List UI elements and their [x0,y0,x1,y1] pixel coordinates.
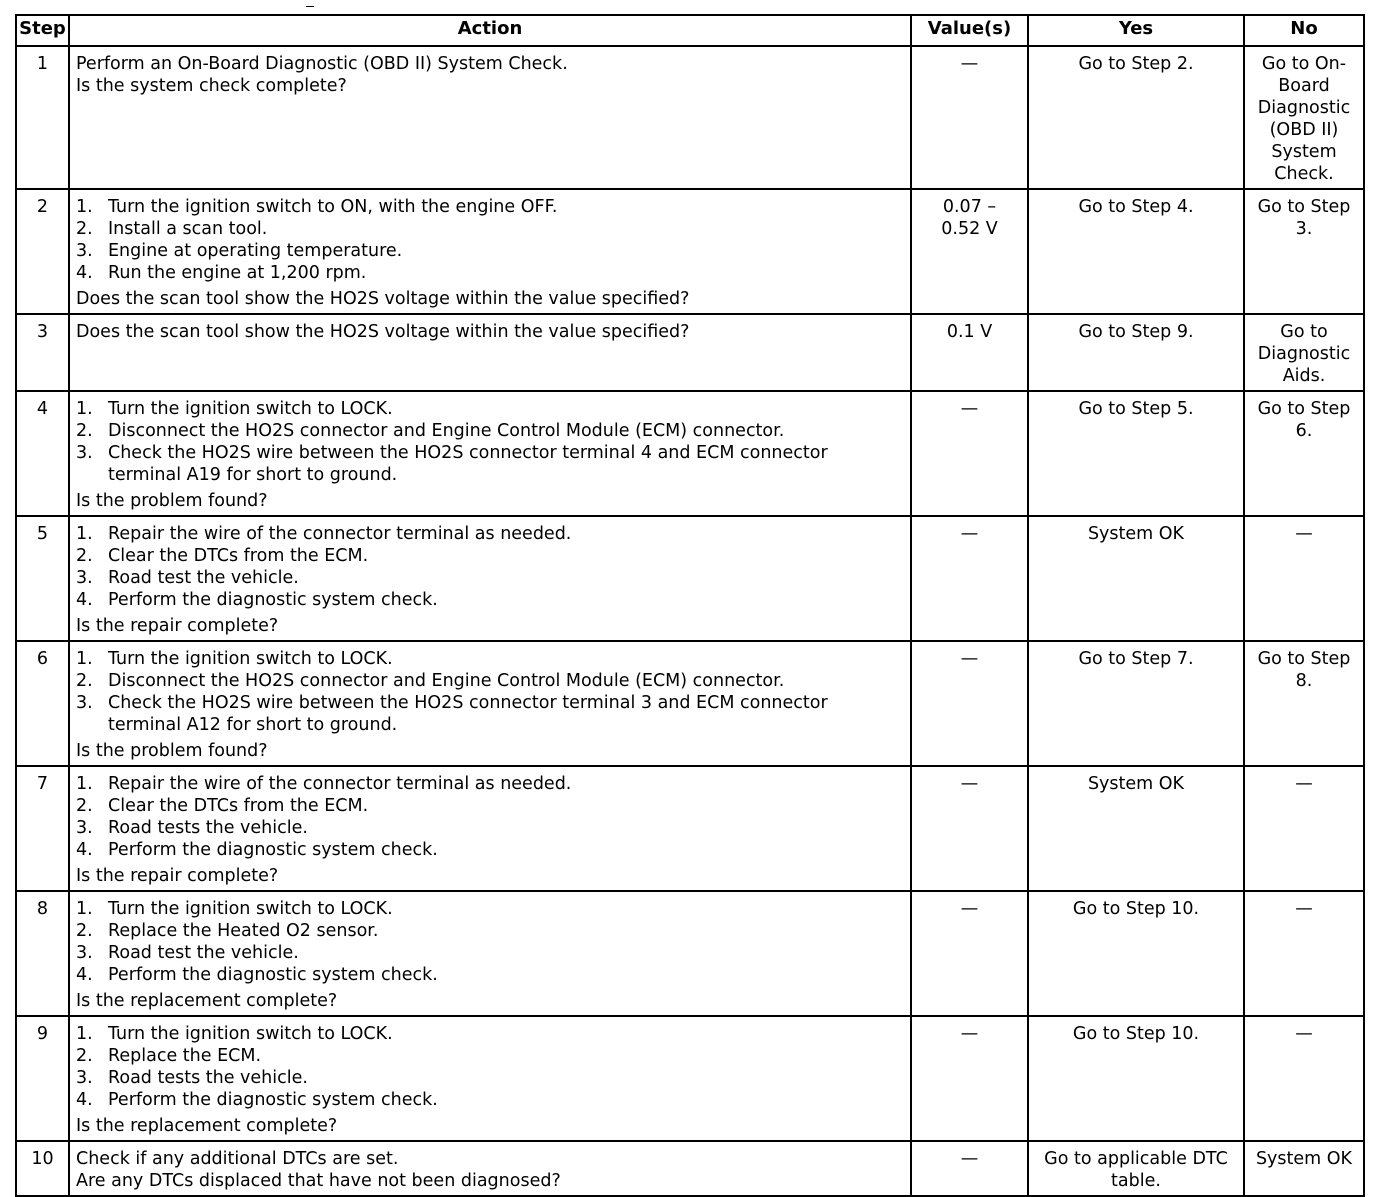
action-step-item [76,795,904,817]
action-steps-list [76,898,904,986]
value-cell: — [911,1016,1028,1141]
action-steps-list [76,648,904,736]
yes-cell: Go to Step 4. [1028,189,1244,314]
item-text: Perform the diagnostic system check. [108,590,438,610]
item-number: 4. [76,965,93,985]
item-text: Perform the diagnostic system check. [108,965,438,985]
action-step-item [76,420,904,442]
value-cell [911,189,1028,314]
step-number: 1 [16,46,69,189]
action-cell [69,1016,911,1141]
item-number: 3. [76,818,93,838]
item-number: 4. [76,263,93,283]
action-step-item [76,196,904,218]
item-text: Check the HO2S wire between the HO2S connector terminal 4 and ECM connector terminal A19 for short to ground. [108,443,828,485]
action-step-item [76,567,904,589]
item-number: 1. [76,649,93,669]
item-text: Turn the ignition switch to LOCK. [108,899,393,919]
action-step-item [76,398,904,420]
yes-cell: Go to Step 10. [1028,891,1244,1016]
action-step-item [76,692,904,736]
header-step: Step [16,15,69,46]
step-number: 4 [16,391,69,516]
item-text: Replace the ECM. [108,1046,262,1066]
action-step-item [76,817,904,839]
no-cell: Go to Diagnostic Aids. [1244,314,1364,391]
item-number: 4. [76,1090,93,1110]
item-text: Perform the diagnostic system check. [108,1090,438,1110]
item-number: 3. [76,1068,93,1088]
action-step-item [76,839,904,861]
action-cell [69,516,911,641]
value-cell: — [911,891,1028,1016]
action-step-item [76,1067,904,1089]
action-cell [69,891,911,1016]
action-step-item [76,240,904,262]
action-question: Is the replacement complete? [76,1116,338,1136]
item-number: 1. [76,524,93,544]
action-line: Is the system check complete? [76,76,347,96]
item-number: 3. [76,443,93,463]
item-text: Engine at operating temperature. [108,241,403,261]
action-step-item [76,773,904,795]
item-number: 3. [76,568,93,588]
item-text: Perform the diagnostic system check. [108,840,438,860]
action-cell [69,766,911,891]
action-question: Does the scan tool show the HO2S voltage within the value specified? [76,289,690,309]
item-text: Turn the ignition switch to LOCK. [108,649,393,669]
action-step-item [76,942,904,964]
step-number: 6 [16,641,69,766]
table-row [16,891,1364,1016]
action-steps-list [76,196,904,284]
item-number: 1. [76,899,93,919]
value-cell: — [911,391,1028,516]
action-cell [69,641,911,766]
yes-cell: Go to Step 2. [1028,46,1244,189]
item-text: Road test the vehicle. [108,568,299,588]
table-row [16,391,1364,516]
yes-cell: Go to Step 7. [1028,641,1244,766]
step-number: 3 [16,314,69,391]
item-number: 2. [76,219,93,239]
no-cell: Go to Step 3. [1244,189,1364,314]
table-row [16,314,1364,391]
item-text: Repair the wire of the connector terminal as needed. [108,524,572,544]
table-row [16,1141,1364,1196]
no-cell: System OK [1244,1141,1364,1196]
yes-cell: Go to Step 5. [1028,391,1244,516]
value-cell: — [911,516,1028,641]
item-text: Install a scan tool. [108,219,268,239]
action-step-item [76,262,904,284]
action-line: Are any DTCs displaced that have not been diagnosed? [76,1171,561,1191]
yes-cell: System OK [1028,516,1244,641]
yes-cell: Go to Step 9. [1028,314,1244,391]
action-step-item [76,648,904,670]
header-no: No [1244,15,1364,46]
diagnostic-table [15,14,1365,1197]
step-number: 2 [16,189,69,314]
action-question: Is the replacement complete? [76,991,338,1011]
item-number: 4. [76,590,93,610]
item-number: 3. [76,693,93,713]
no-cell: — [1244,891,1364,1016]
item-number: 1. [76,1024,93,1044]
value-cell: — [911,1141,1028,1196]
item-number: 2. [76,421,93,441]
step-number: 7 [16,766,69,891]
item-text: Turn the ignition switch to LOCK. [108,399,393,419]
value-text: 0.07 – 0.52 V [941,197,998,239]
item-number: 3. [76,241,93,261]
item-number: 3. [76,943,93,963]
no-cell: — [1244,766,1364,891]
action-cell [69,314,911,391]
table-row [16,46,1364,189]
item-text: Replace the Heated O2 sensor. [108,921,379,941]
header-values: Value(s) [911,15,1028,46]
item-text: Clear the DTCs from the ECM. [108,546,369,566]
item-text: Disconnect the HO2S connector and Engine Control Module (ECM) connector. [108,671,785,691]
header-row [16,15,1364,46]
item-text: Road tests the vehicle. [108,1068,308,1088]
item-number: 1. [76,774,93,794]
no-cell: Go to Step 8. [1244,641,1364,766]
value-cell: 0.1 V [911,314,1028,391]
action-step-item [76,545,904,567]
item-number: 2. [76,671,93,691]
no-cell: Go to Step 6. [1244,391,1364,516]
action-cell [69,391,911,516]
action-steps-list [76,773,904,861]
table-row [16,641,1364,766]
no-cell: — [1244,516,1364,641]
action-cell [69,189,911,314]
action-question: Is the repair complete? [76,616,279,636]
action-steps-list [76,1023,904,1111]
action-steps-list [76,523,904,611]
action-step-item [76,898,904,920]
item-number: 2. [76,546,93,566]
yes-cell: System OK [1028,766,1244,891]
item-text: Disconnect the HO2S connector and Engine Control Module (ECM) connector. [108,421,785,441]
table-row [16,1016,1364,1141]
action-step-item [76,523,904,545]
action-cell [69,1141,911,1196]
action-cell [69,46,911,189]
table-row [16,766,1364,891]
yes-cell: Go to Step 10. [1028,1016,1244,1141]
action-step-item [76,442,904,486]
action-step-item [76,1089,904,1111]
step-number: 8 [16,891,69,1016]
item-text: Turn the ignition switch to ON, with the engine OFF. [108,197,558,217]
action-step-item [76,920,904,942]
value-cell: — [911,766,1028,891]
action-step-item [76,589,904,611]
no-cell: Go to On-Board Diagnostic (OBD II) System Check. [1244,46,1364,189]
action-step-item [76,1023,904,1045]
action-line: Check if any additional DTCs are set. [76,1149,399,1169]
action-step-item [76,218,904,240]
top-edge-mark [306,6,314,7]
step-number: 10 [16,1141,69,1196]
item-text: Turn the ignition switch to LOCK. [108,1024,393,1044]
action-step-item [76,1045,904,1067]
item-number: 4. [76,840,93,860]
item-number: 2. [76,796,93,816]
action-line: Perform an On-Board Diagnostic (OBD II) System Check. [76,54,568,74]
item-number: 1. [76,399,93,419]
action-steps-list [76,398,904,486]
item-text: Check the HO2S wire between the HO2S connector terminal 3 and ECM connector terminal A12 for short to ground. [108,693,828,735]
item-text: Run the engine at 1,200 rpm. [108,263,367,283]
no-cell: — [1244,1016,1364,1141]
table-row [16,189,1364,314]
item-text: Road test the vehicle. [108,943,299,963]
item-text: Clear the DTCs from the ECM. [108,796,369,816]
action-step-item [76,964,904,986]
item-number: 2. [76,921,93,941]
item-number: 2. [76,1046,93,1066]
item-number: 1. [76,197,93,217]
action-line: Does the scan tool show the HO2S voltage within the value specified? [76,322,690,342]
item-text: Road tests the vehicle. [108,818,308,838]
value-cell: — [911,46,1028,189]
action-step-item [76,670,904,692]
action-question: Is the repair complete? [76,866,279,886]
header-action: Action [69,15,911,46]
value-cell: — [911,641,1028,766]
yes-cell: Go to applicable DTC table. [1028,1141,1244,1196]
table-row [16,516,1364,641]
item-text: Repair the wire of the connector terminal as needed. [108,774,572,794]
step-number: 9 [16,1016,69,1141]
header-yes: Yes [1028,15,1244,46]
action-question: Is the problem found? [76,491,268,511]
action-question: Is the problem found? [76,741,268,761]
step-number: 5 [16,516,69,641]
